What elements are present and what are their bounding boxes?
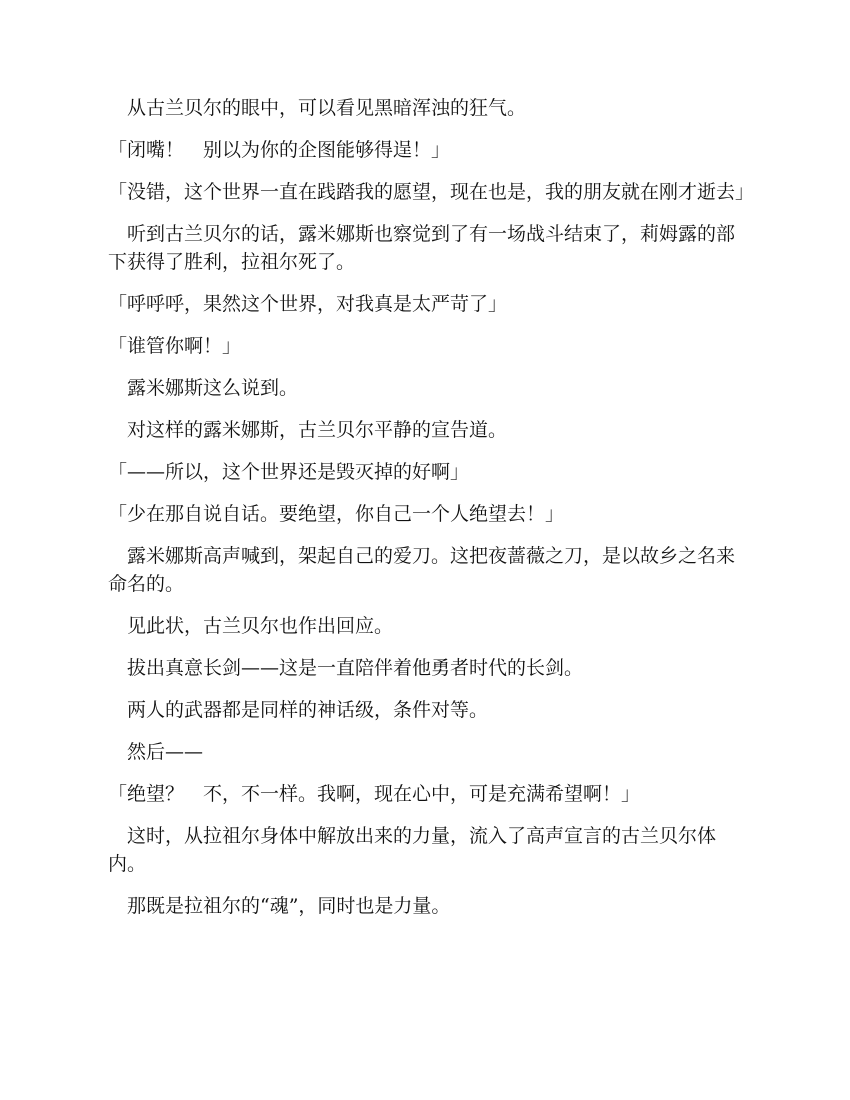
paragraph: 那既是拉祖尔的“魂”，同时也是力量。: [127, 895, 451, 917]
dialogue-paragraph: 「谁管你啊！」: [108, 335, 242, 357]
paragraph: 听到古兰贝尔的话，露米娜斯也察觉到了有一场战斗结束了，莉姆露的部下获得了胜利，拉祖尔死了。: [108, 223, 736, 273]
paragraph: 这时，从拉祖尔身体中解放出来的力量，流入了高声宣言的古兰贝尔体内。: [108, 825, 717, 875]
dialogue-paragraph: 「呼呼呼，果然这个世界，对我真是太严苛了」: [108, 293, 508, 315]
paragraph: 露米娜斯高声喊到，架起自己的爱刀。这把夜蔷薇之刀，是以故乡之名来命名的。: [108, 545, 736, 595]
dialogue-paragraph: 「闭嘴！ 别以为你的企图能够得逞！」: [108, 139, 451, 161]
paragraph: 露米娜斯这么说到。: [127, 377, 299, 399]
paragraph: 见此状，古兰贝尔也作出回应。: [127, 615, 394, 637]
dialogue-paragraph: 「没错，这个世界一直在践踏我的愿望，现在也是，我的朋友就在刚才逝去」: [108, 181, 755, 203]
paragraph: 然后——: [127, 741, 204, 763]
paragraph: 两人的武器都是同样的神话级，条件对等。: [127, 699, 489, 721]
paragraph: 对这样的露米娜斯，古兰贝尔平静的宣告道。: [127, 419, 508, 441]
dialogue-paragraph: 「少在那自说自话。要绝望，你自己一个人绝望去！」: [108, 503, 565, 525]
dialogue-paragraph: 「——所以，这个世界还是毁灭掉的好啊」: [108, 461, 470, 483]
body-text: [108, 94, 755, 934]
dialogue-paragraph: 「绝望？ 不，不一样。我啊，现在心中，可是充满希望啊！」: [108, 783, 641, 805]
paragraph: 从古兰贝尔的眼中，可以看见黑暗浑浊的狂气。: [127, 97, 527, 119]
paragraph: 拔出真意长剑——这是一直陪伴着他勇者时代的长剑。: [127, 657, 584, 679]
